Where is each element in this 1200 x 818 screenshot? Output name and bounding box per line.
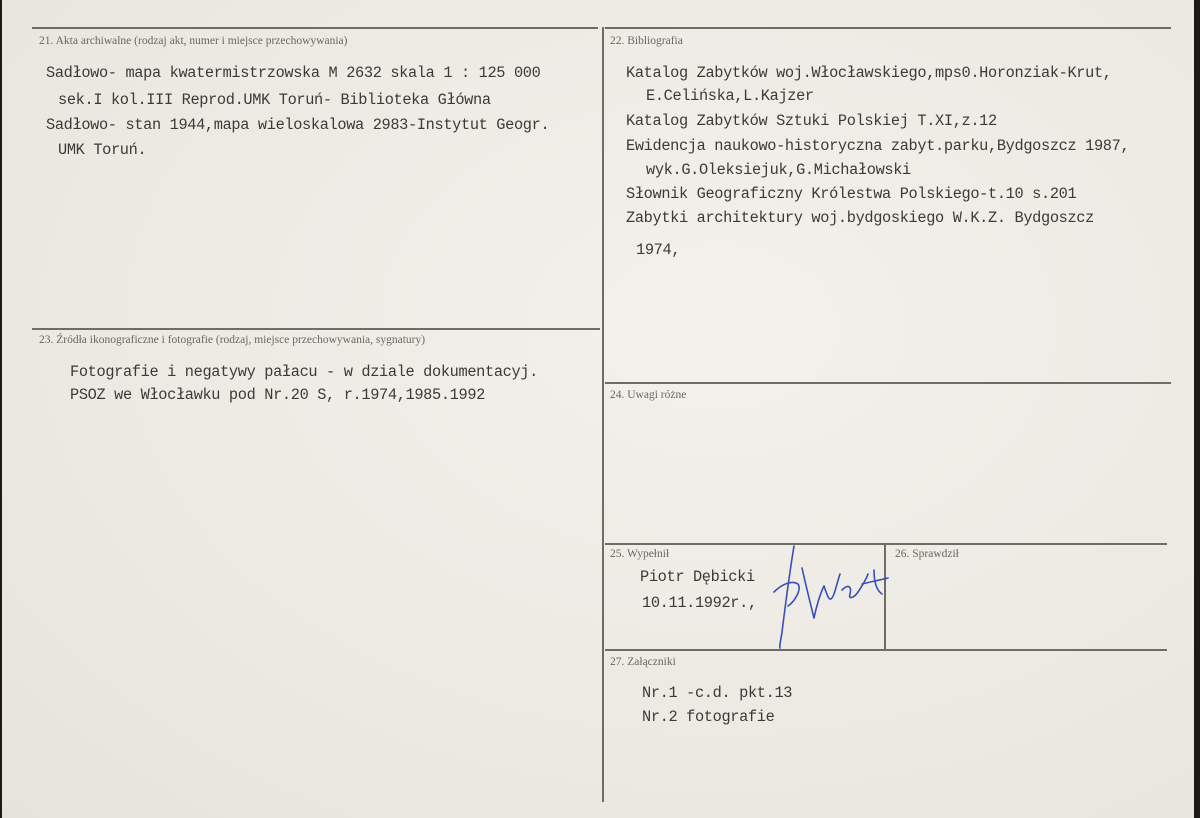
section-label-zrodla: 23. Źródła ikonograficzne i fotografie (rodzaj, miejsce przechowywania, sygnatury) (39, 334, 426, 346)
bibliografia-line-6: Słownik Geograficzny Królestwa Polskiego-t.10 s.201 (626, 185, 1077, 203)
top-rule-left (32, 27, 598, 29)
bibliografia-line-1: Katalog Zabytków woj.Włocławskiego,mps0.Horonziak-Krut, (626, 64, 1112, 82)
bibliografia-line-7: Zabytki architektury woj.bydgoskiego W.K.Z. Bydgoszcz (626, 209, 1094, 227)
bibliografia-line-2: E.Celińska,L.Kajzer (646, 87, 814, 105)
section-label-bibliografia: 22. Bibliografia (610, 35, 683, 47)
akta-line-4: UMK Toruń. (58, 141, 147, 159)
section-label-sprawdzil: 26. Sprawdził (895, 548, 959, 560)
zalaczniki-line-1: Nr.1 -c.d. pkt.13 (642, 684, 793, 702)
center-divider (602, 27, 604, 802)
record-card (2, 0, 1194, 818)
zrodla-line-2: PSOZ we Włocławku pod Nr.20 S, r.1974,1985.1992 (70, 386, 485, 404)
section-label-akta: 21. Akta archiwalne (rodzaj akt, numer i miejsce przechowywania) (39, 35, 348, 47)
section-label-zalaczniki: 27. Załączniki (610, 656, 676, 668)
akta-line-2: sek.I kol.III Reprod.UMK Toruń- Biblioteka Główna (58, 91, 491, 109)
bibliografia-line-4: Ewidencja naukowo-historyczna zabyt.parku,Bydgoszcz 1987, (626, 137, 1130, 155)
akta-line-3: Sadłowo- stan 1944,mapa wieloskalowa 2983-Instytut Geogr. (46, 116, 550, 134)
section-label-uwagi: 24. Uwagi różne (610, 389, 687, 401)
rule-section-23 (32, 328, 600, 330)
wypelnil-date: 10.11.1992r., (642, 594, 757, 612)
zrodla-line-1: Fotografie i negatywy pałacu - w dziale dokumentacyj. (70, 363, 538, 381)
bibliografia-line-5: wyk.G.Oleksiejuk,G.Michałowski (646, 161, 911, 179)
handwritten-signature (770, 540, 900, 650)
akta-line-1: Sadłowo- mapa kwatermistrzowska M 2632 skala 1 : 125 000 (46, 64, 541, 82)
wypelnil-name: Piotr Dębicki (640, 568, 755, 586)
bibliografia-line-8: 1974, (636, 241, 681, 259)
bibliografia-line-3: Katalog Zabytków Sztuki Polskiej T.XI,z.12 (626, 112, 997, 130)
section-label-wypelnil: 25. Wypełnił (610, 548, 670, 560)
rule-section-24 (605, 382, 1171, 384)
zalaczniki-line-2: Nr.2 fotografie (642, 708, 775, 726)
top-rule-right (605, 27, 1171, 29)
